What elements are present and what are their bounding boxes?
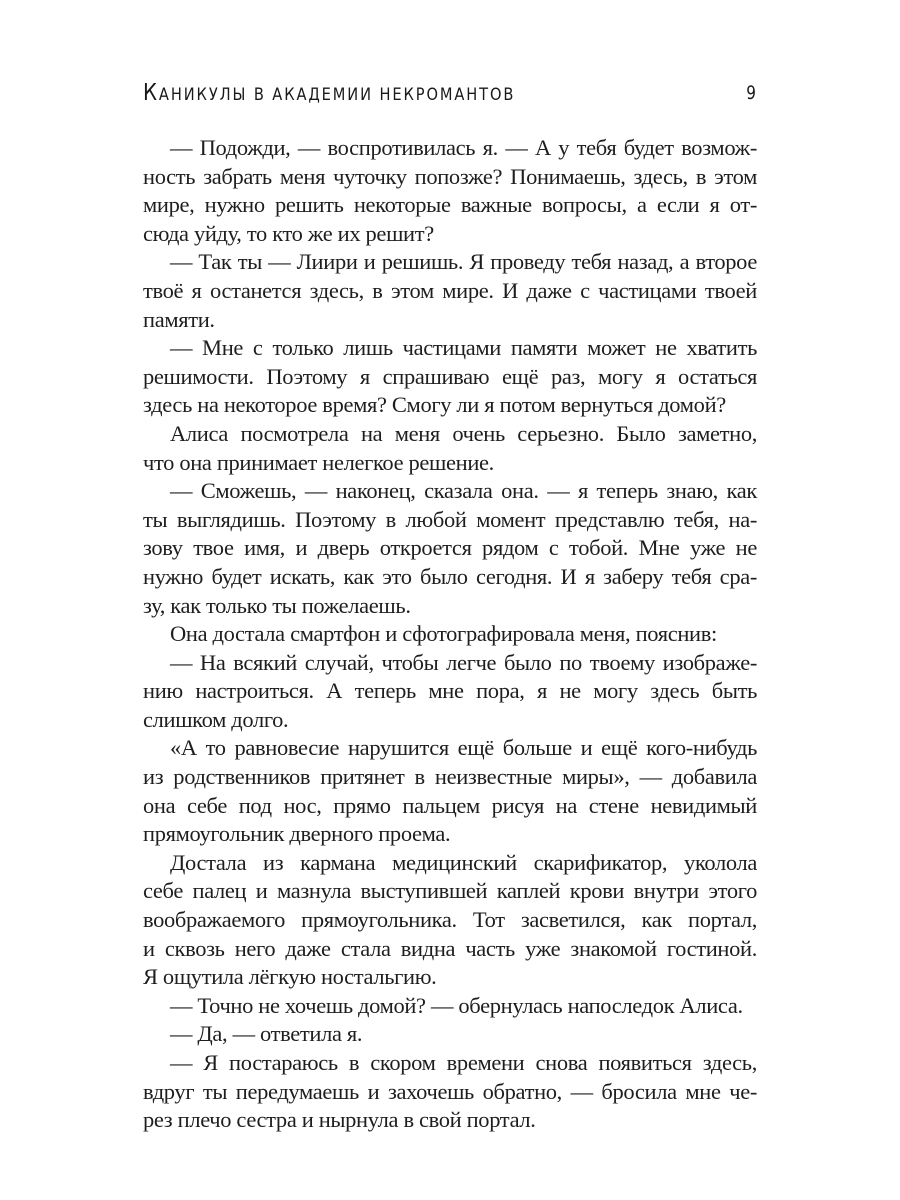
text-line: слишком долго. [143,706,289,732]
book-title [143,80,515,106]
text-line: — Точно не хочешь домой? — обернулась напоследок Алиса. [170,992,743,1018]
text-line: нужно будет искать, как это было сегодня. И я заберу тебя сра- [143,563,757,589]
text-line: нию настроиться. А теперь мне пора, я не могу здесь быть [143,678,757,704]
text-line: воображаемого прямоугольника. Тот засветился, как портал, [143,907,757,933]
text-line: — На всякий случай, чтобы легче было по твоему изображе- [170,649,757,675]
text-line: — Да, — ответила я. [170,1021,363,1047]
text-line: она себе под нос, прямо пальцем рисуя на стене невидимый [143,792,757,818]
text-line: Алиса посмотрела на меня очень серьезно. Было заметно, [170,420,757,446]
text-line: прямоугольник дверного проема. [143,821,451,847]
text-line: «А то равновесие нарушится ещё больше и ещё кого-нибудь [170,735,757,761]
text-line: из родственников притянет в неизвестные миры», — добавила [143,764,757,790]
text-line: что она принимает нелегкое решение. [143,449,494,475]
text-line: рез плечо сестра и нырнула в свой портал. [143,1107,536,1133]
body-text [143,134,757,1135]
text-line: памяти. [143,306,215,332]
book-title-initial: К [143,80,159,106]
text-line: — Так ты — Лиири и решишь. Я проведу тебя назад, а второе [170,249,757,275]
running-header [143,78,763,108]
text-line: твоё я останется здесь, в этом мире. И даже с частицами твоей [143,277,757,303]
text-line: и сквозь него даже стала видна часть уже знакомой гостиной. [143,935,757,961]
text-line: Я ощутила лёгкую ностальгию. [143,964,437,990]
text-line: сюда уйду, то кто же их решит? [143,220,434,246]
text-line: Достала из кармана медицинский скарификатор, уколола [170,849,757,875]
text-line: зу, как только ты пожелаешь. [143,592,411,618]
text-line: себе палец и мазнула выступившей каплей крови внутри этого [143,878,757,904]
book-title-rest: АНИКУЛЫ В АКАДЕМИИ НЕКРОМАНТОВ [158,85,516,105]
text-line: Она достала смартфон и сфотографировала меня, пояснив: [170,621,717,647]
page-number: 9 [746,82,756,104]
text-line: ты выглядишь. Поэтому в любой момент представлю тебя, на- [143,506,757,532]
text-line: зову твое имя, и дверь откроется рядом с тобой. Мне уже не [143,535,757,561]
text-line: — Подожди, — воспротивилась я. — А у тебя будет возмож- [170,135,757,160]
text-line: решимости. Поэтому я спрашиваю ещё раз, могу я остаться [143,363,757,389]
text-line: здесь на некоторое время? Смогу ли я потом вернуться домой? [143,392,726,418]
text-line: вдруг ты передумаешь и захочешь обратно, — бросила мне че- [143,1078,757,1104]
text-line: — Сможешь, — наконец, сказала она. — я теперь знаю, как [170,478,757,504]
text-line: ность забрать меня чуточку попозже? Понимаешь, здесь, в этом [143,163,757,189]
text-line: мире, нужно решить некоторые важные вопросы, а если я от- [143,192,757,218]
text-line: — Мне с только лишь частицами памяти может не хватить [170,335,757,361]
text-line: — Я постараюсь в скором времени снова появиться здесь, [170,1050,757,1075]
